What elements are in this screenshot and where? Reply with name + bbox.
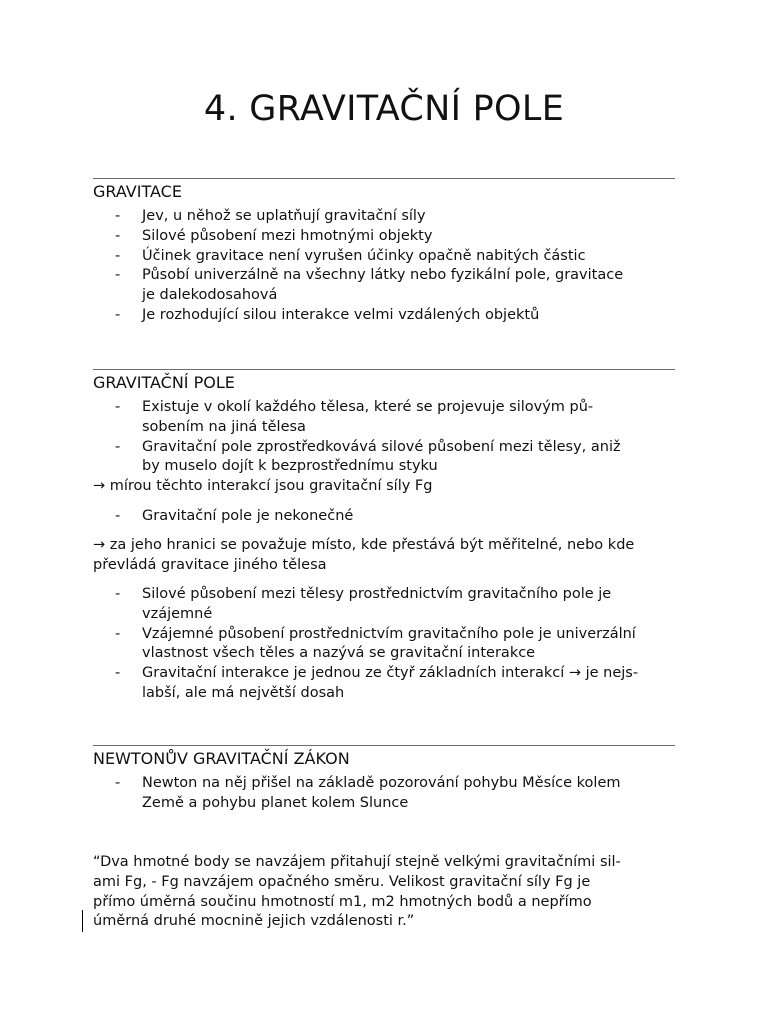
heading-gravitacni-pole: GRAVITAČNÍ POLE	[93, 373, 235, 392]
list-item	[93, 207, 683, 227]
page-title: 4. GRAVITAČNÍ POLE	[203, 89, 565, 129]
list-item	[93, 507, 683, 527]
bullet-dash: -	[115, 247, 121, 264]
note-interactions: → mírou těchto interakcí jsou gravitační síly Fg	[93, 478, 433, 494]
bullet-dash: -	[115, 665, 121, 682]
list-newton	[93, 774, 683, 814]
section-divider-gravitace	[93, 178, 675, 179]
list-item-text: Účinek gravitace není vyrušen účinky opačně nabitých částic	[142, 247, 586, 264]
list-item-text: Jev, u něhož se uplatňují gravitační síly	[142, 208, 426, 224]
list-item-text: Silové působení mezi hmotnými objekty	[142, 227, 433, 244]
list-item	[93, 664, 683, 704]
list-pole-c	[93, 585, 683, 704]
list-item-text: Existuje v okolí každého tělesa, které se projevuje silovým pů- sobením na jiná tělesa	[142, 399, 594, 435]
bullet-dash: -	[115, 508, 121, 524]
newton-law-quote: “Dva hmotné body se navzájem přitahují stejně velkými gravitačními sil- ami Fg, - Fg navzájem opačného směru. Velikost gravitační síly Fg je přímo úměrná součinu hmotností m1, m2 hmotných bodů a nepřímo úměrná druhé mocnině jejich vzdálenosti r.”	[93, 854, 621, 930]
list-item	[93, 247, 683, 267]
list-gravitace	[93, 207, 683, 326]
list-item	[93, 266, 683, 306]
list-item-text: Gravitační pole zprostředkovává silové působení mezi tělesy, aniž by muselo dojít k bezprostřednímu styku	[142, 438, 621, 475]
list-item	[93, 398, 683, 438]
list-item-text: Gravitační pole je nekonečné	[142, 508, 354, 524]
list-item	[93, 585, 683, 625]
list-item-text: Silové působení mezi tělesy prostřednictvím gravitačního pole je vzájemné	[142, 586, 612, 622]
list-item	[93, 227, 683, 247]
bullet-dash: -	[115, 438, 121, 455]
note-boundary: → za jeho hranici se považuje místo, kde přestává být měřitelné, nebo kde převládá gravitace jiného tělesa	[93, 537, 635, 573]
bullet-dash: -	[115, 208, 121, 224]
list-item-text: Je rozhodující silou interakce velmi vzdálených objektů	[142, 306, 540, 323]
list-item-text: Newton na něj přišel na základě pozorování pohybu Měsíce kolem Země a pohybu planet kolem Slunce	[142, 775, 621, 811]
list-pole-b	[93, 507, 683, 527]
heading-newtonuv-zakon: NEWTONŮV GRAVITAČNÍ ZÁKON	[93, 749, 350, 768]
bullet-dash: -	[115, 306, 121, 323]
heading-gravitace: GRAVITACE	[93, 182, 182, 201]
bullet-dash: -	[115, 775, 121, 791]
bullet-dash: -	[115, 227, 121, 244]
text-cursor	[82, 910, 83, 932]
list-pole-a	[93, 398, 683, 477]
bullet-dash: -	[115, 586, 121, 602]
list-item	[93, 774, 683, 814]
list-item	[93, 438, 683, 478]
list-item-text: Vzájemné působení prostřednictvím gravitačního pole je univerzální vlastnost všech těles a nazývá se gravitační interakce	[142, 625, 636, 662]
list-item-text: Gravitační interakce je jednou ze čtyř základních interakcí → je nejs- labší, ale má největší dosah	[142, 665, 639, 701]
list-item-text: Působí univerzálně na všechny látky nebo fyzikální pole, gravitace je dalekodosahová	[142, 267, 624, 304]
section-divider-pole	[93, 369, 675, 370]
bullet-dash: -	[115, 267, 121, 284]
bullet-dash: -	[115, 399, 121, 415]
bullet-dash: -	[115, 625, 121, 642]
section-divider-newton	[93, 745, 675, 746]
list-item	[93, 625, 683, 665]
list-item	[93, 306, 683, 326]
